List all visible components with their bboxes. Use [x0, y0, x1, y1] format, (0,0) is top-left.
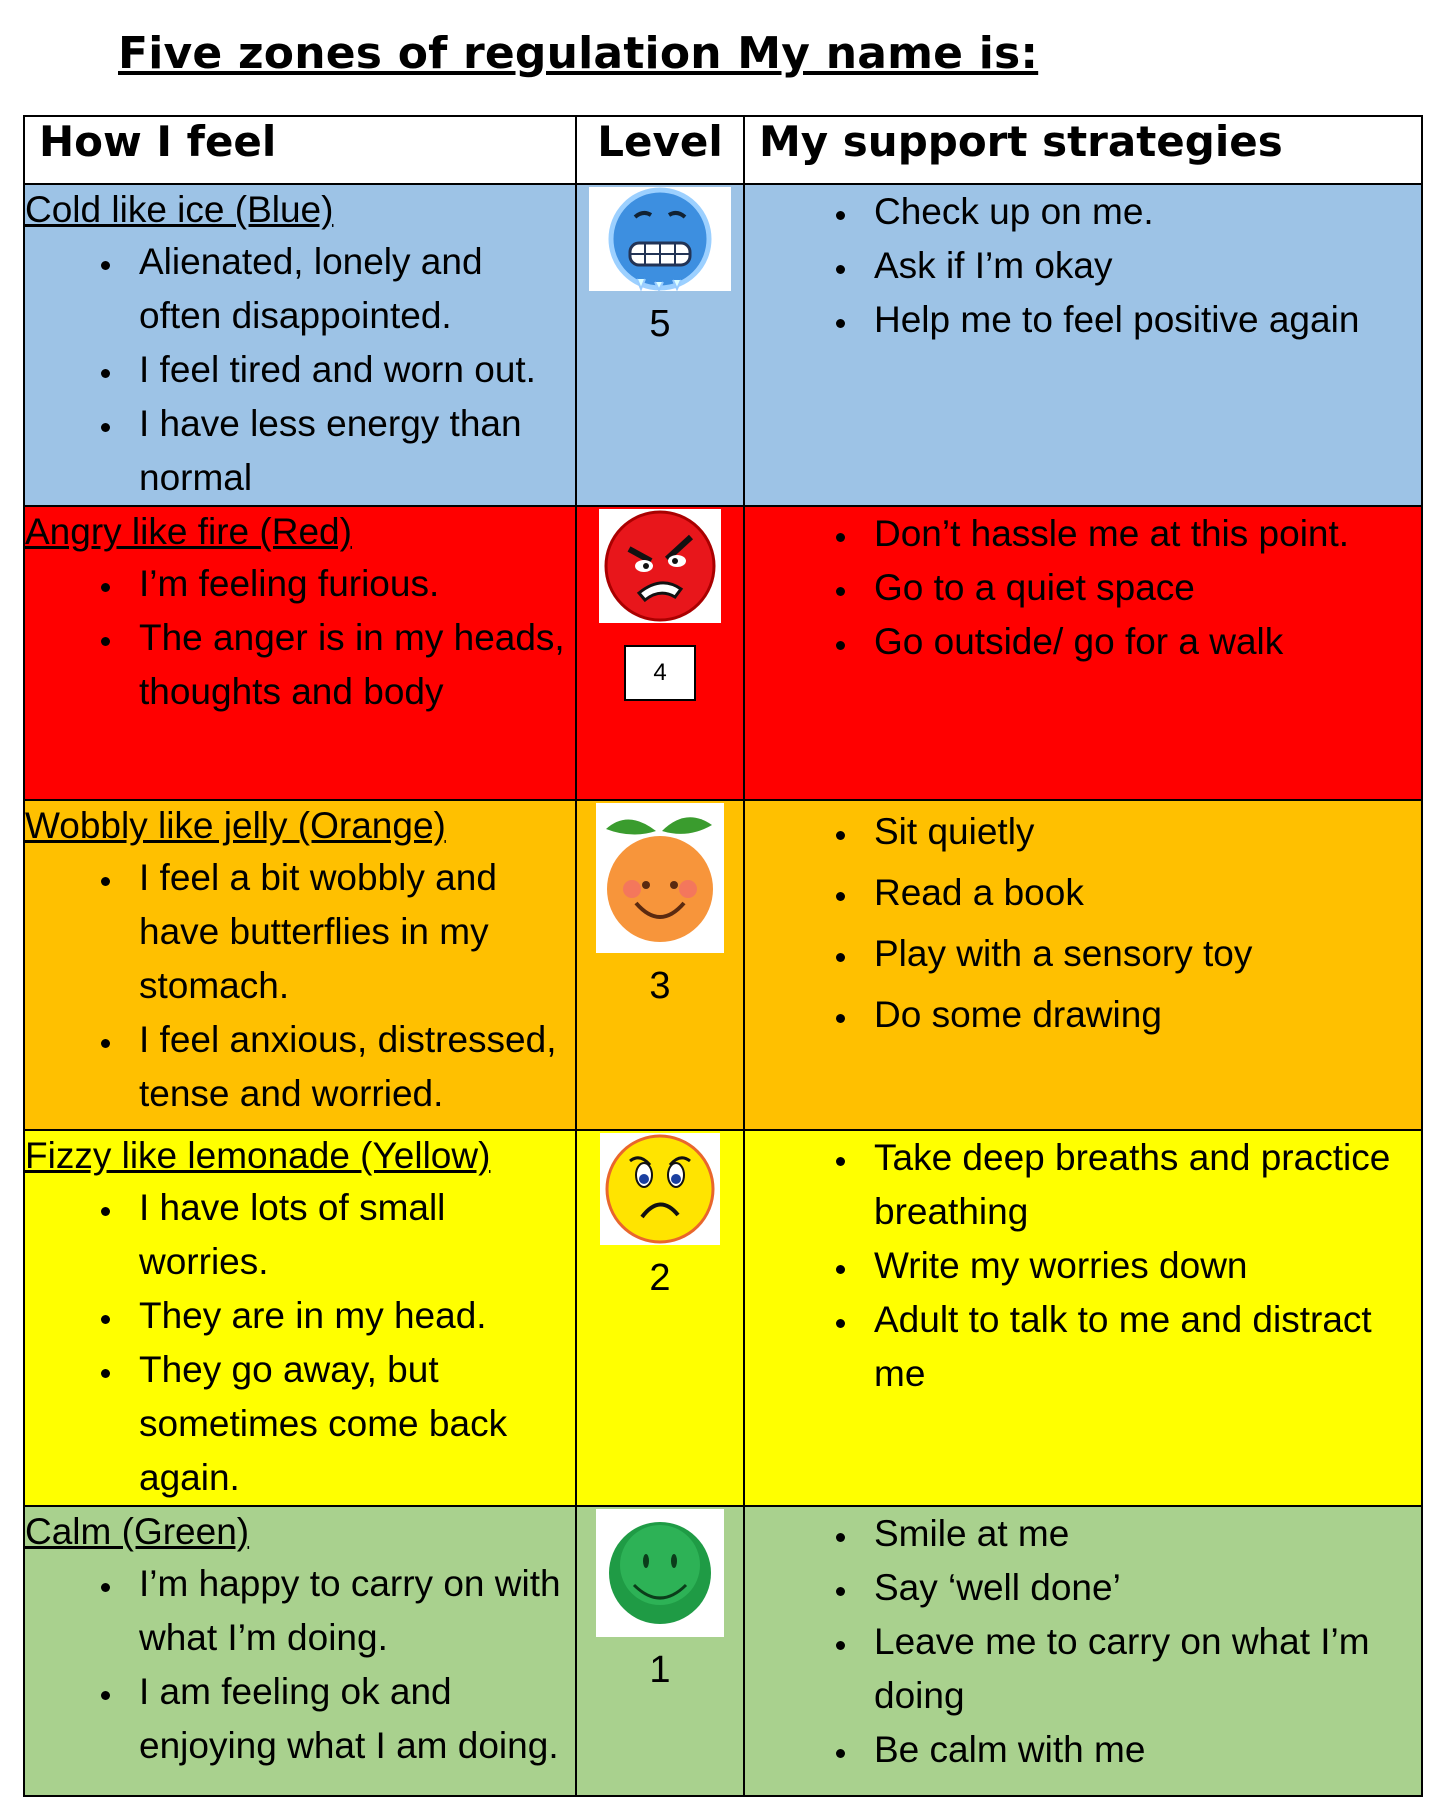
- strategy-item: • Play with a sensory toy: [860, 923, 1421, 984]
- level-cell: [576, 800, 744, 1130]
- strategy-item: • Read a book: [860, 862, 1421, 923]
- strategy-item: • Say ‘well done’: [860, 1561, 1421, 1615]
- zone-title: Calm (Green): [25, 1511, 250, 1552]
- zone-row-red: [24, 506, 1422, 800]
- strategies-cell: [744, 184, 1422, 506]
- orange-face-icon: [596, 803, 724, 953]
- zones-table: [23, 115, 1423, 1797]
- feeling-item: • I have less energy than normal: [125, 397, 575, 505]
- level-cell: [576, 1130, 744, 1506]
- strategy-item: • Be calm with me: [860, 1723, 1421, 1777]
- page-title: Five zones of regulation My name is:: [118, 28, 1039, 79]
- worried-face-icon: [600, 1133, 720, 1245]
- strategies-cell: [744, 800, 1422, 1130]
- feel-cell: [24, 506, 576, 800]
- level-number: 5: [649, 303, 671, 345]
- zone-row-green: [24, 1506, 1422, 1796]
- strategy-item: • Smile at me: [860, 1507, 1421, 1561]
- strategy-item: • Sit quietly: [860, 801, 1421, 862]
- zone-row-orange: [24, 800, 1422, 1130]
- smiley-face-icon: [596, 1509, 724, 1637]
- feeling-item: • I feel tired and worn out.: [125, 343, 575, 397]
- zone-title: Fizzy like lemonade (Yellow): [25, 1135, 491, 1176]
- level-number: 1: [649, 1649, 671, 1691]
- strategies-cell: [744, 1130, 1422, 1506]
- feeling-item: • I feel anxious, distressed, tense and worried.: [125, 1013, 575, 1121]
- strategies-list: [745, 507, 1421, 669]
- level-number: 4: [624, 645, 696, 701]
- zone-title: Angry like fire (Red): [25, 511, 352, 552]
- strategy-item: • Leave me to carry on what I’m doing: [860, 1615, 1421, 1723]
- feel-cell: [24, 1130, 576, 1506]
- angry-face-icon: [599, 509, 721, 623]
- strategy-item: • Check up on me.: [860, 185, 1421, 239]
- feeling-item: • Alienated, lonely and often disappointed.: [125, 235, 575, 343]
- zone-title: Cold like ice (Blue): [25, 189, 334, 230]
- zone-row-yellow: [24, 1130, 1422, 1506]
- strategy-item: • Go outside/ go for a walk: [860, 615, 1421, 669]
- feel-cell: [24, 1506, 576, 1796]
- strategies-list: [745, 1507, 1421, 1777]
- feelings-list: [25, 557, 575, 719]
- feel-cell: [24, 800, 576, 1130]
- level-number: 3: [649, 965, 671, 1007]
- feeling-item: • They are in my head.: [125, 1289, 575, 1343]
- strategy-item: • Adult to talk to me and distract me: [860, 1293, 1421, 1401]
- level-cell: [576, 1506, 744, 1796]
- header-support-strategies: My support strategies: [744, 116, 1422, 184]
- header-row: [24, 116, 1422, 184]
- strategies-cell: [744, 1506, 1422, 1796]
- level-number: 2: [649, 1257, 671, 1299]
- feeling-item: • I am feeling ok and enjoying what I am doing.: [125, 1665, 575, 1773]
- feeling-item: • I’m happy to carry on with what I’m doing.: [125, 1557, 575, 1665]
- header-level: Level: [576, 116, 744, 184]
- strategy-item: • Go to a quiet space: [860, 561, 1421, 615]
- strategy-item: • Help me to feel positive again: [860, 293, 1421, 347]
- strategy-item: • Don’t hassle me at this point.: [860, 507, 1421, 561]
- feelings-list: [25, 1557, 575, 1773]
- feelings-list: [25, 235, 575, 505]
- feeling-item: • I feel a bit wobbly and have butterflies in my stomach.: [125, 851, 575, 1013]
- cold-face-icon: [589, 187, 731, 291]
- level-cell: [576, 506, 744, 800]
- level-cell: [576, 184, 744, 506]
- strategies-list: [745, 801, 1421, 1045]
- feeling-item: • They go away, but sometimes come back again.: [125, 1343, 575, 1505]
- zone-row-blue: [24, 184, 1422, 506]
- header-how-i-feel: How I feel: [24, 116, 576, 184]
- feeling-item: • I have lots of small worries.: [125, 1181, 575, 1289]
- strategy-item: • Write my worries down: [860, 1239, 1421, 1293]
- feeling-item: • The anger is in my heads, thoughts and body: [125, 611, 575, 719]
- feeling-item: • I’m feeling furious.: [125, 557, 575, 611]
- feel-cell: [24, 184, 576, 506]
- strategies-list: [745, 1131, 1421, 1401]
- strategy-item: • Ask if I’m okay: [860, 239, 1421, 293]
- strategy-item: • Take deep breaths and practice breathing: [860, 1131, 1421, 1239]
- feelings-list: [25, 1181, 575, 1505]
- feelings-list: [25, 851, 575, 1121]
- strategy-item: • Do some drawing: [860, 984, 1421, 1045]
- strategies-cell: [744, 506, 1422, 800]
- zone-title: Wobbly like jelly (Orange): [25, 805, 446, 846]
- strategies-list: [745, 185, 1421, 347]
